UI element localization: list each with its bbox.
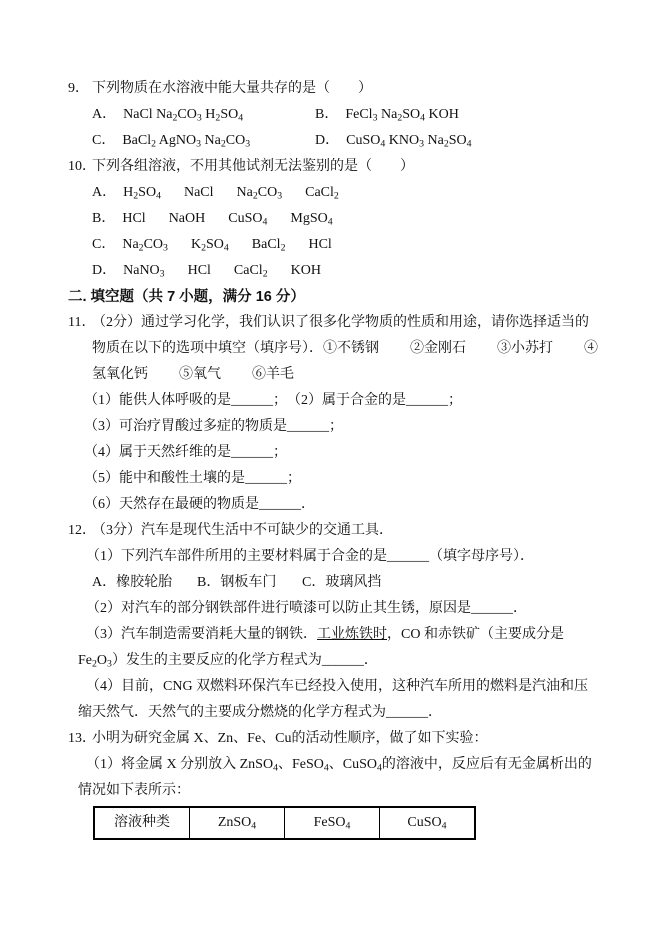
- formula: $K_2SO_4$: [190, 237, 229, 254]
- formula: NaCl: [183, 185, 214, 200]
- option-label: B．: [315, 107, 339, 122]
- formula: CuSO$_4$: [228, 211, 268, 228]
- question-stem: 下列各组溶液，不用其他试剂无法鉴别的是（ ）: [92, 159, 414, 174]
- question-stem: 小明为研究金属 X、Zn、Fe、Cu的活动性顺序，做了如下实验：: [92, 731, 488, 746]
- option-text: 橡胶轮胎: [116, 575, 173, 590]
- part-3-pre: （3）汽车制造需要消耗大量的钢铁．: [86, 627, 317, 642]
- solution-table: [93, 806, 476, 840]
- option-label: B．: [197, 575, 221, 590]
- question-stem: 下列物质在水溶液中能大量共存的是（ ）: [92, 81, 372, 96]
- formula: MgSO$_4$: [290, 211, 333, 228]
- option-label: D．: [92, 263, 117, 278]
- formula: $Na_2CO_3$: [122, 237, 168, 254]
- choice-1: ①不锈钢: [323, 341, 379, 356]
- option-label: A．: [92, 575, 117, 590]
- choice-2: ②金刚石: [410, 341, 466, 356]
- question-number: 13．: [68, 731, 96, 746]
- option-b: [197, 570, 302, 596]
- option-text: NaCl $Na_2CO_3$ $H_2SO_4$: [123, 107, 244, 124]
- formula: KOH: [290, 263, 321, 278]
- formula: BaCl$_2$: [251, 237, 286, 254]
- option-text: 钢板车门: [220, 575, 277, 590]
- part-1-options: [68, 570, 600, 596]
- question-number: 10．: [68, 159, 96, 174]
- choice-4: ④氢氧化钙: [92, 341, 598, 382]
- choice-6: ⑥羊毛: [252, 367, 294, 382]
- choice-5: ⑤氧气: [179, 367, 221, 382]
- question-stem: [68, 310, 600, 388]
- option-b: [315, 102, 600, 128]
- formula: $Na_2CO_3$: [236, 185, 283, 202]
- option-label: D．: [315, 133, 340, 148]
- part-3-post: ，CO 和赤铁矿（主要成分是 $Fe_2O_3$）发生的主要反应的化学方程式为______．: [78, 627, 564, 670]
- option-c: [68, 232, 600, 258]
- formula: NaOH: [168, 211, 206, 226]
- table-cell-solution-type: 溶液种类: [94, 807, 190, 839]
- option-label: A．: [92, 185, 117, 200]
- part-2: （2）对汽车的部分钢铁部件进行喷漆可以防止其生锈，原因是______．: [86, 601, 527, 616]
- question-number: 9．: [68, 81, 89, 96]
- option-label: C．: [92, 133, 116, 148]
- formula: CaCl$_2$: [305, 185, 339, 202]
- question-intro: （2分）通过学习化学，我们认识了很多化学物质的性质和用途，请你选择适当的物质在以下的选项中填空（填序号）．: [92, 315, 589, 356]
- question-9: [68, 76, 600, 154]
- question-stem: （3分）汽车是现代生活中不可缺少的交通工具．: [92, 523, 393, 538]
- option-label: C．: [302, 575, 326, 590]
- blank-line-3: （3）可治疗胃酸过多症的物质是______；: [84, 419, 343, 434]
- question-number: 12．: [68, 523, 96, 538]
- part-3-underlined: 工业炼铁时: [317, 627, 387, 642]
- question-9-options: [68, 102, 600, 154]
- formula: NaNO$_3$: [123, 263, 165, 280]
- option-d: [68, 258, 600, 284]
- table-header-row: [94, 807, 475, 839]
- option-text: BaCl$_2$ AgNO$_3$ $Na_2CO_3$: [122, 133, 251, 150]
- table-cell-feso4: FeSO$_4$: [285, 807, 380, 839]
- option-d: [315, 128, 600, 154]
- part-3: [78, 622, 600, 674]
- formula: $H_2SO_4$: [123, 185, 161, 202]
- blank-line-6: （6）天然存在最硬的物质是______．: [84, 497, 315, 512]
- exam-content: [68, 76, 600, 840]
- question-12: [68, 518, 600, 726]
- part-4: （4）目前，CNG 双燃料环保汽车已经投入使用，这种汽车所用的燃料是汽油和压缩天然气．天然气的主要成分燃烧的化学方程式为______．: [78, 679, 589, 720]
- choice-3: ③小苏打: [497, 341, 553, 356]
- option-label: A．: [92, 107, 117, 122]
- question-10: [68, 154, 600, 284]
- option-label: C．: [92, 237, 116, 252]
- option-b: [68, 206, 600, 232]
- option-text: CuSO$_4$ $KNO_3$ $Na_2SO_4$: [346, 133, 472, 150]
- question-13: [68, 726, 600, 840]
- option-c: [302, 570, 381, 596]
- blank-line-1-2: （1）能供人体呼吸的是______； （2）属于合金的是______；: [84, 393, 462, 408]
- part-1: （1）下列汽车部件所用的主要材料属于合金的是______（填字母序号）．: [86, 549, 534, 564]
- table-cell-znso4: ZnSO$_4$: [190, 807, 285, 839]
- option-text: 玻璃风挡: [325, 575, 382, 590]
- option-a: [68, 180, 600, 206]
- option-a: [92, 102, 315, 128]
- table-cell-cuso4: CuSO$_4$: [380, 807, 476, 839]
- formula: CaCl$_2$: [233, 263, 268, 280]
- part-1: （1）将金属 X 分别放入 ZnSO$_4$、FeSO$_4$、CuSO$_4$的溶液中，反应后有无金属析出的情况如下表所示：: [78, 757, 592, 798]
- formula: HCl: [308, 237, 332, 252]
- option-a: [92, 570, 197, 596]
- option-text: FeCl$_3$ $Na_2SO_4$ KOH: [345, 107, 459, 124]
- blank-line-5: （5）能中和酸性土壤的是______；: [84, 471, 301, 486]
- option-c: [92, 128, 315, 154]
- blank-line-4: （4）属于天然纤维的是______；: [84, 445, 287, 460]
- question-number: 11．: [68, 315, 96, 330]
- question-11: [68, 310, 600, 518]
- section-2-header: 二. 填空题（共 7 小题，满分 16 分）: [68, 289, 305, 305]
- option-label: B．: [92, 211, 116, 226]
- formula: HCl: [187, 263, 211, 278]
- formula: HCl: [122, 211, 146, 226]
